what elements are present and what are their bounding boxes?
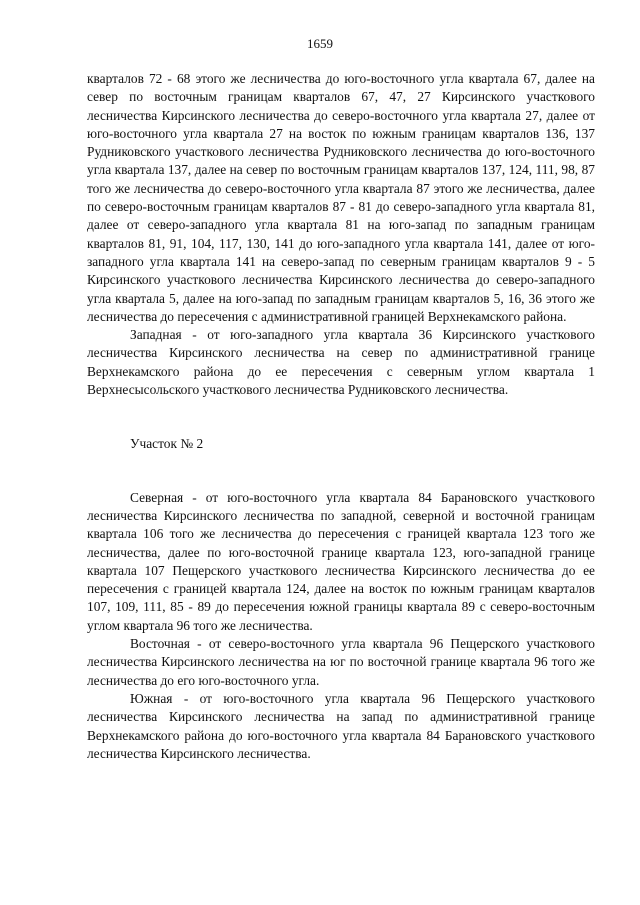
document-body xyxy=(87,70,595,763)
section-heading: Участок № 2 xyxy=(130,436,204,452)
boundary-paragraph-west: Западная - от юго-западного угла квартала 36 Кирсинского участкового лесничества Кирсинского лесничества на север по административной границе Верхнекамского района до ее пересечения с северным углом квартала 1 Верхнесысольского участкового лесничества Рудниковского лесничества. xyxy=(87,327,595,398)
boundary-paragraph-east: Восточная - от северо-восточного угла квартала 96 Пещерского участкового лесничества Кирсинского лесничества на юг по восточной границе квартала 96 того же лесничества до его юго-восточного угла. xyxy=(87,636,595,688)
page-number: 1659 xyxy=(307,36,333,51)
boundary-paragraph-continued: кварталов 72 - 68 этого же лесничества до юго-восточного угла квартала 67, далее на север по восточным границам кварталов 67, 47, 27 Кирсинского участкового лесничества Кирсинского лесничества до северо-восточного угла квартала 27, далее от юго-восточного угла квартала 27 на восток по южным границам кварталов 136, 137 Рудниковского участкового лесничества Рудниковского лесничества до юго-восточного угла квартала 137, далее на север по восточным границам кварталов 137, 124, 111, 98, 87 того же лесничества до северо-восточного угла квартала 87 этого же лесничества, далее по северо-восточным границам кварталов 87 - 81 до северо-западного угла квартала 81, далее от северо-западного угла квартала 81 на юго-запад по западным границам кварталов 81, 91, 104, 117, 130, 141 до юго-западного угла квартала 141, далее от юго-западного угла квартала 141 на северо-запад по северным границам кварталов 9 - 5 Кирсинского участкового лесничества Кирсинского лесничества до северо-западного угла квартала 5, далее на юго-запад по западным границам кварталов 5, 16, 36 этого же лесничества до пересечения с административной границей Верхнекамского района. xyxy=(87,71,595,324)
boundary-paragraph-south: Южная - от юго-восточного угла квартала 96 Пещерского участкового лесничества Кирсинского лесничества на запад по административной границе Верхнекамского района до юго-восточного угла квартала 84 Барановского участкового лесничества Кирсинского лесничества. xyxy=(87,690,595,761)
boundary-paragraph-north: Северная - от юго-восточного угла квартала 84 Барановского участкового лесничества Кирсинского лесничества по западной, северной и восточной границам квартала 106 того же лесничества до пересечения с границей квартала 123 того же лесничества, далее по юго-восточной границе квартала 123, юго-западной границе квартала 107 Пещерского участкового лесничества Кирсинского лесничества до ее пересечения с границей квартала 124, далее на восток по южным границам кварталов 107, 109, 111, 85 - 89 до пересечения южной границы квартала 89 с северо-восточным углом квартала 96 того же лесничества. xyxy=(87,489,595,633)
